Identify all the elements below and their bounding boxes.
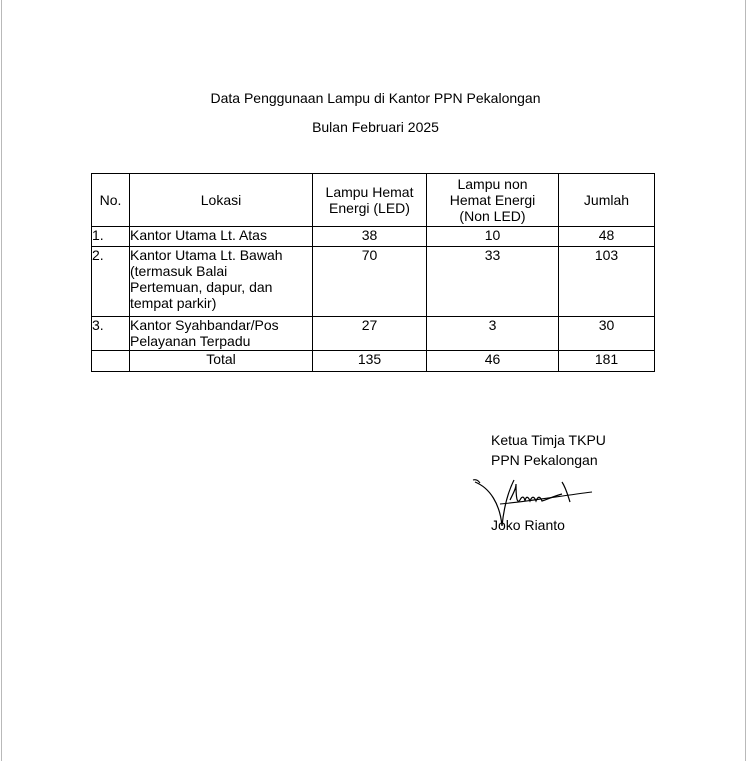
table-row: [92, 317, 655, 351]
table-total-row: [92, 351, 655, 372]
cell-no: 2.: [92, 247, 130, 317]
signatory-position: Ketua Timja TKPU: [491, 432, 606, 448]
cell-non-led: 33: [427, 247, 559, 317]
document-title: Data Penggunaan Lampu di Kantor PPN Pekalongan: [210, 90, 541, 106]
cell-non-led: 10: [427, 227, 559, 247]
lokasi-line: (termasuk Balai: [130, 263, 228, 279]
header-non-led: [427, 174, 559, 227]
total-label: Total: [130, 351, 313, 372]
lokasi-line: tempat parkir): [130, 295, 217, 311]
header-lokasi: Lokasi: [130, 174, 313, 227]
header-jumlah: Jumlah: [559, 174, 655, 227]
header-non-led-line3: (Non LED): [459, 208, 526, 224]
cell-jumlah: 103: [559, 247, 655, 317]
signatory-office: PPN Pekalongan: [491, 452, 598, 468]
cell-led: 27: [313, 317, 427, 351]
header-non-led-line2: Hemat Energi: [449, 192, 536, 208]
cell-jumlah: 48: [559, 227, 655, 247]
cell-empty: [92, 351, 130, 372]
cell-led: 70: [313, 247, 427, 317]
lamp-usage-table: [91, 173, 655, 372]
header-led-line1: Lampu Hemat: [325, 184, 414, 200]
total-jumlah: 181: [559, 351, 655, 372]
total-led: 135: [313, 351, 427, 372]
cell-no: 3.: [92, 317, 130, 351]
page-border: [1, 0, 746, 761]
header-led-line2: Energi (LED): [329, 200, 410, 216]
cell-lokasi: [130, 317, 313, 351]
lokasi-line: Pelayanan Terpadu: [130, 333, 251, 349]
header-non-led-line1: Lampu non: [457, 176, 528, 192]
header-led: [313, 174, 427, 227]
cell-lokasi: [130, 247, 313, 317]
document-subtitle: Bulan Februari 2025: [312, 119, 439, 135]
lokasi-line: Pertemuan, dapur, dan: [130, 279, 273, 295]
cell-lokasi: [130, 227, 313, 247]
table-row: [92, 247, 655, 317]
cell-led: 38: [313, 227, 427, 247]
signatory-name: Joko Rianto: [491, 517, 565, 533]
lokasi-line: Kantor Syahbandar/Pos: [130, 317, 279, 333]
total-non-led: 46: [427, 351, 559, 372]
lokasi-line: Kantor Utama Lt. Atas: [130, 227, 267, 243]
table-row: [92, 227, 655, 247]
header-no: No.: [92, 174, 130, 227]
table-header-row: [92, 174, 655, 227]
lokasi-line: Kantor Utama Lt. Bawah: [130, 247, 283, 263]
cell-jumlah: 30: [559, 317, 655, 351]
cell-no: 1.: [92, 227, 130, 247]
cell-non-led: 3: [427, 317, 559, 351]
